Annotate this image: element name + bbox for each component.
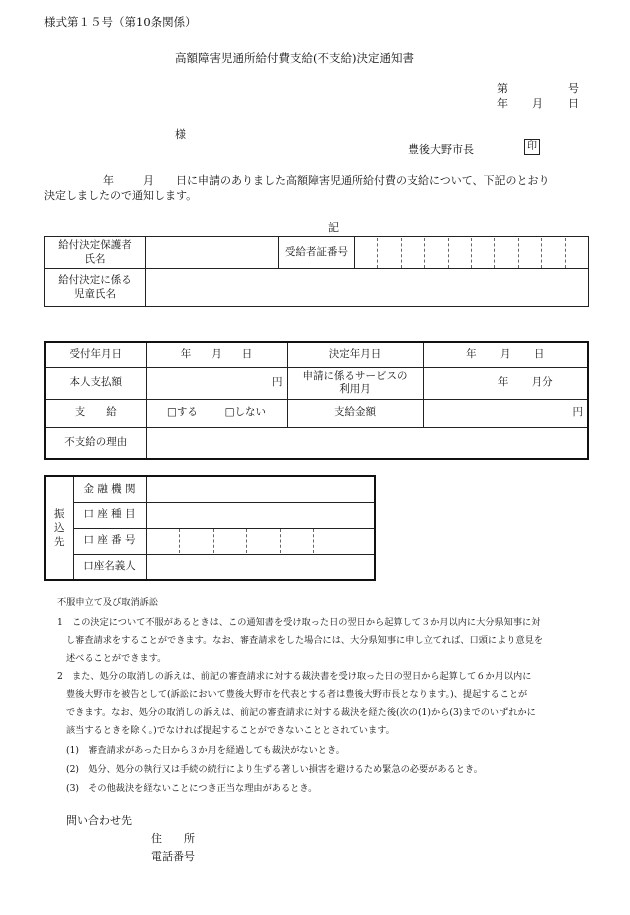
- issue-date-year: 年: [497, 97, 508, 110]
- bank-field[interactable]: [146, 476, 375, 502]
- self-pay-field[interactable]: [146, 367, 287, 399]
- self-pay-label: 本人支払額: [45, 367, 146, 399]
- body-line2: 決定しましたので通知します。: [44, 189, 198, 202]
- decision-year: 年: [466, 348, 477, 361]
- guardian-name-field[interactable]: [146, 237, 279, 269]
- decision-date-field[interactable]: [423, 342, 588, 367]
- body-year: 年: [103, 174, 114, 187]
- reason-field[interactable]: [146, 427, 588, 459]
- bank-label: 金 融 機 関: [73, 476, 146, 502]
- ki-label: 記: [328, 221, 339, 234]
- service-month-field[interactable]: [423, 367, 588, 399]
- sub-note-3: (3) その他裁決を経ないことにつき正当な理由があるとき。: [66, 783, 318, 794]
- doc-number-go: 号: [568, 82, 579, 95]
- recipient-table: [44, 236, 589, 307]
- payment-amount-yen: 円: [572, 406, 583, 419]
- account-number-field[interactable]: [146, 528, 375, 554]
- body-line1: 日に申請のありました高額障害児通所給付費の支給について、下記のとおり: [176, 174, 550, 187]
- seal-mark: [524, 139, 540, 155]
- payment-amount-field[interactable]: [423, 399, 588, 427]
- received-month: 月: [211, 348, 222, 361]
- child-name-label-a: 給付決定に係る: [58, 274, 132, 287]
- reason-label: 不支給の理由: [45, 427, 146, 459]
- contact-address-label: 住 所: [151, 832, 195, 845]
- transfer-side-label: [45, 476, 73, 580]
- service-month-label: [287, 367, 423, 399]
- service-month-label-a: 申請に係るサービスの: [302, 369, 408, 382]
- note-1a: 1 この決定について不服があるときは、この通知書を受け取った日の翌日から起算して３か月以内に大分県知事に対: [57, 617, 541, 628]
- guardian-name-label: [45, 237, 146, 269]
- received-day: 日: [241, 348, 253, 361]
- payment-option-no[interactable]: □しない: [224, 406, 267, 419]
- seal-char: 印: [524, 139, 540, 155]
- service-year: 年: [497, 376, 509, 389]
- transfer-char-1: 振: [54, 508, 65, 520]
- form-number: 様式第１５号（第10条関係）: [44, 15, 197, 29]
- decision-day: 日: [533, 348, 545, 361]
- transfer-char-2: 込: [54, 522, 65, 534]
- sub-note-1: (1) 審査請求があった日から３か月を経過しても裁決がないとき。: [66, 745, 345, 756]
- payment-option-yes[interactable]: □する: [166, 406, 198, 419]
- transfer-char-3: 先: [54, 536, 65, 548]
- note-2c: できます。なお、処分の取消しの訴えは、前記の審査請求に対する裁決を経た後(次の(1)から(3)までのいずれかに: [66, 707, 536, 718]
- service-month-part: 月分: [531, 376, 553, 389]
- guardian-name-label-a: 給付決定保護者: [58, 239, 132, 252]
- recipient-number-label: 受給者証番号: [279, 237, 355, 269]
- account-number-label: 口 座 番 号: [73, 528, 146, 554]
- received-date-label: 受付年月日: [45, 342, 146, 367]
- account-type-field[interactable]: [146, 502, 375, 528]
- child-name-label-b: 児童氏名: [74, 287, 116, 300]
- note-2b: 豊後大野市を被告として(訴訟において豊後大野市を代表とする者は豊後大野市長となります。)、提起することが: [66, 689, 528, 700]
- payment-amount-label: 支給金額: [287, 399, 423, 427]
- notes-heading: 不服申立て及び取消訴訟: [57, 597, 159, 608]
- addressee-sama: 様: [175, 128, 186, 141]
- decision-date-label: 決定年月日: [287, 342, 423, 367]
- guardian-name-label-b: 氏名: [84, 252, 106, 265]
- document-title: 高額障害児通所給付費支給(不支給)決定通知書: [175, 51, 414, 65]
- issue-date-month: 月: [532, 97, 543, 110]
- issue-date-day: 日: [568, 97, 579, 110]
- contact-heading: 問い合わせ先: [66, 814, 132, 827]
- account-type-label: 口 座 種 目: [73, 502, 146, 528]
- payment-options: [146, 399, 287, 427]
- payment-label: 支 給: [45, 399, 146, 427]
- note-1c: 述べることができます。: [66, 653, 167, 664]
- body-month: 月: [143, 174, 154, 187]
- doc-number-dai: 第: [497, 82, 508, 95]
- issuer-name: 豊後大野市長: [408, 143, 474, 156]
- recipient-number-field[interactable]: [355, 237, 589, 269]
- note-2d: 該当するときを除く。)でなければ提起することができないこととされています。: [66, 725, 395, 736]
- sub-note-2: (2) 処分、処分の執行又は手続の続行により生ずる著しい損害を避けるため緊急の必要があるとき。: [66, 764, 483, 775]
- received-date-field[interactable]: [146, 342, 287, 367]
- decision-month: 月: [500, 348, 511, 361]
- note-1b: し審査請求をすることができます。なお、審査請求をした場合には、大分県知事に申し立てれば、口頭により意見を: [66, 635, 544, 646]
- account-holder-label: 口座名義人: [73, 554, 146, 580]
- child-name-field[interactable]: [146, 269, 589, 307]
- account-holder-field[interactable]: [146, 554, 375, 580]
- received-year: 年: [180, 348, 192, 361]
- transfer-table: [44, 475, 376, 581]
- child-name-label: [45, 269, 146, 307]
- service-month-label-b: 利用月: [339, 383, 371, 395]
- contact-phone-label: 電話番号: [151, 850, 195, 863]
- self-pay-yen: 円: [272, 376, 283, 389]
- decision-table: [44, 341, 589, 460]
- note-2a: 2 また、処分の取消しの訴えは、前記の審査請求に対する裁決書を受け取った日の翌日から起算して６か月以内に: [57, 671, 532, 682]
